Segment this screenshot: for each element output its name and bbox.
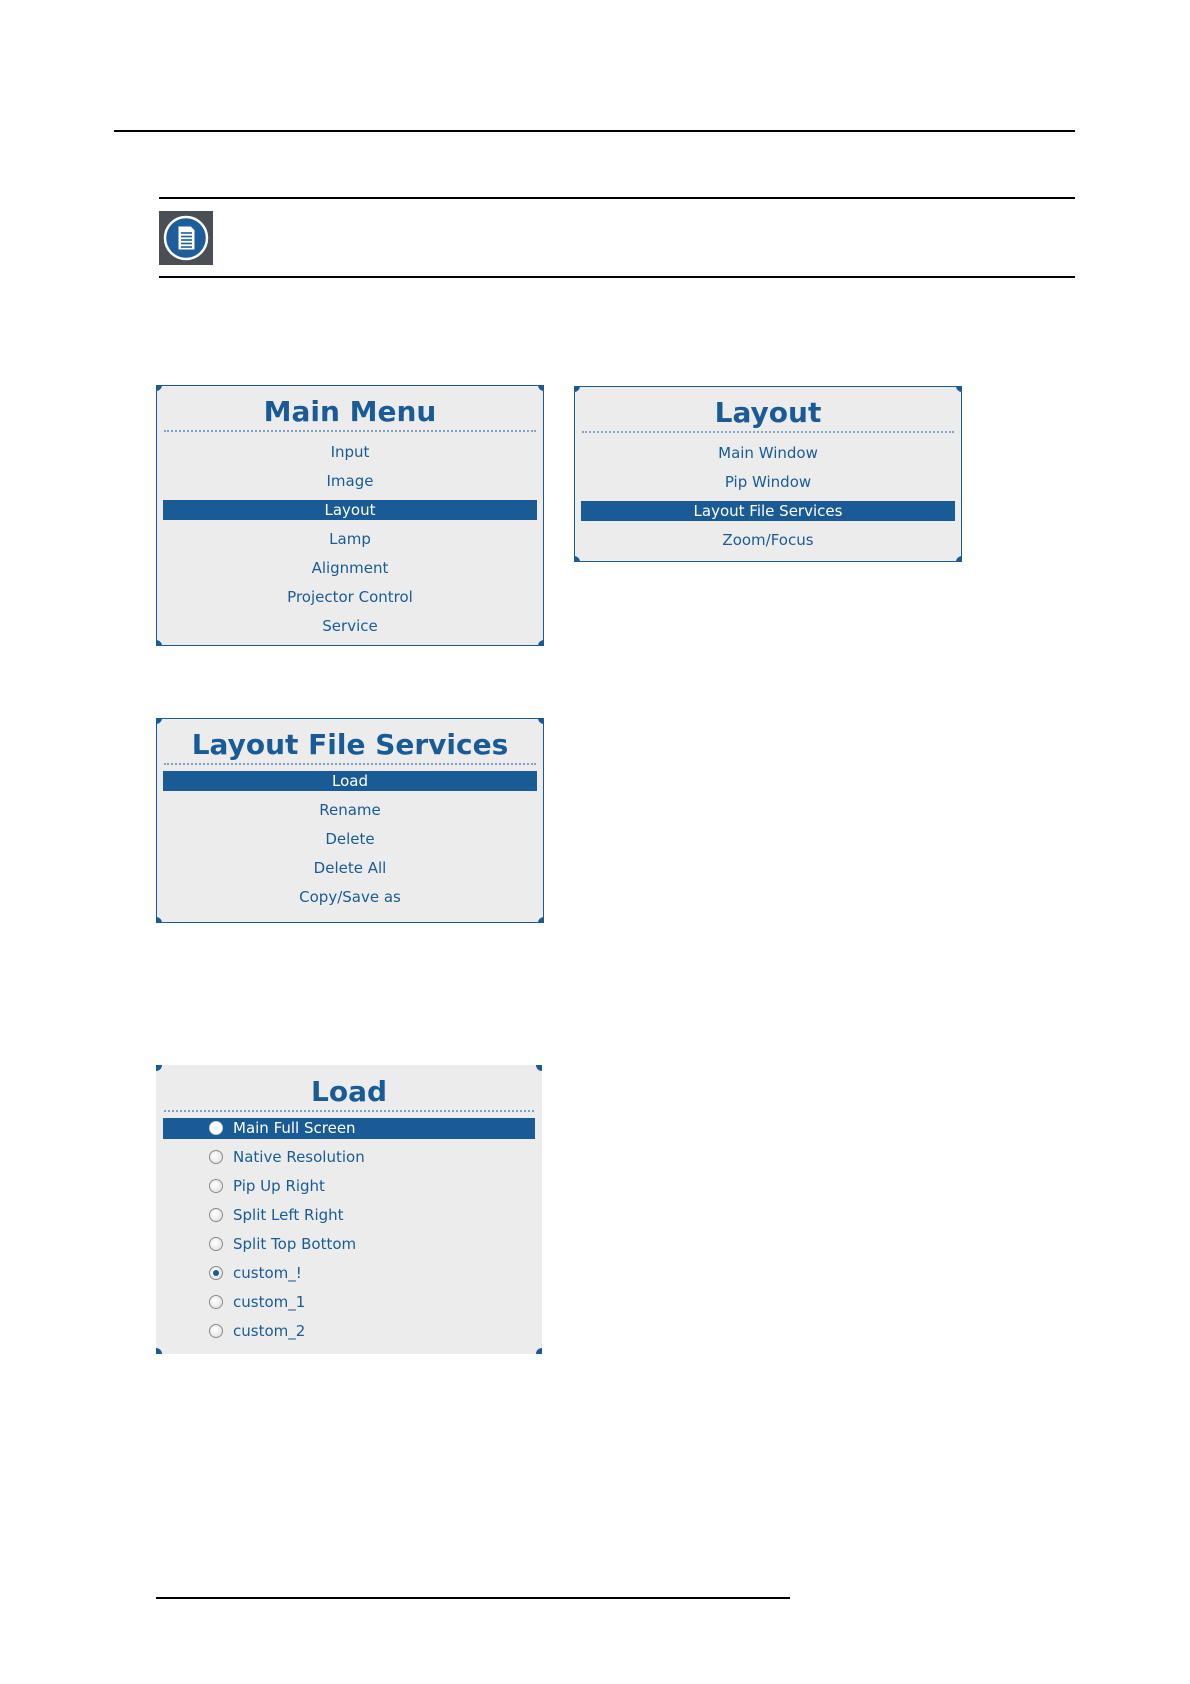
- main-menu-item-input[interactable]: Input: [330, 443, 370, 461]
- radio-unchecked-icon[interactable]: [209, 1121, 223, 1135]
- lfs-menu-item-delete[interactable]: Delete: [325, 830, 375, 848]
- load-option-label: Split Top Bottom: [233, 1235, 357, 1253]
- load-menu-separator: [164, 1110, 534, 1112]
- layout-menu-title: Layout: [714, 396, 822, 429]
- layout-file-services-menu-title: Layout File Services: [191, 728, 509, 761]
- lfs-menu-item-delete-all[interactable]: Delete All: [313, 859, 387, 877]
- main-menu-separator: [164, 430, 536, 432]
- lfs-menu-item-copy-save-as[interactable]: Copy/Save as: [299, 888, 401, 906]
- main-menu-item-projector-control[interactable]: Projector Control: [287, 588, 413, 606]
- radio-unchecked-icon[interactable]: [209, 1237, 223, 1251]
- layout-file-services-menu-separator: [164, 763, 536, 765]
- radio-unchecked-icon[interactable]: [209, 1324, 223, 1338]
- lfs-menu-item-load[interactable]: Load: [163, 771, 537, 791]
- load-option-label: Pip Up Right: [233, 1177, 325, 1195]
- load-option-label: Main Full Screen: [233, 1119, 356, 1137]
- load-menu-panel: [156, 1065, 542, 1354]
- note-top-rule: [159, 197, 1075, 199]
- load-option-pip-up-right[interactable]: [163, 1172, 535, 1201]
- main-menu-item-image[interactable]: Image: [326, 472, 374, 490]
- load-option-custom-1[interactable]: [163, 1288, 535, 1317]
- load-option-label: Split Left Right: [233, 1206, 344, 1224]
- layout-menu-panel: [574, 386, 962, 562]
- radio-checked-icon[interactable]: [209, 1266, 223, 1280]
- radio-unchecked-icon[interactable]: [209, 1179, 223, 1193]
- note-document-icon: [159, 211, 213, 265]
- main-menu-item-lamp[interactable]: Lamp: [329, 530, 371, 548]
- load-option-label: custom_2: [233, 1322, 306, 1340]
- note-bottom-rule: [159, 276, 1075, 278]
- load-option-custom-2[interactable]: [163, 1317, 535, 1346]
- load-option-label: custom_!: [233, 1264, 302, 1282]
- main-menu-panel: [156, 385, 544, 646]
- lfs-menu-item-rename[interactable]: Rename: [319, 801, 381, 819]
- main-menu-item-layout[interactable]: Layout: [163, 500, 537, 520]
- load-option-native-resolution[interactable]: [163, 1143, 535, 1172]
- radio-unchecked-icon[interactable]: [209, 1295, 223, 1309]
- layout-file-services-menu-panel: [156, 718, 544, 923]
- layout-menu-item-layout-file-services[interactable]: Layout File Services: [581, 501, 955, 521]
- load-option-label: Native Resolution: [233, 1148, 365, 1166]
- main-menu-item-alignment[interactable]: Alignment: [311, 559, 389, 577]
- main-menu-item-service[interactable]: Service: [322, 617, 378, 635]
- layout-menu-item-main-window[interactable]: Main Window: [718, 444, 818, 462]
- layout-menu-separator: [582, 431, 954, 433]
- load-menu-title: Load: [310, 1075, 387, 1108]
- load-option-split-left-right[interactable]: [163, 1201, 535, 1230]
- radio-unchecked-icon[interactable]: [209, 1208, 223, 1222]
- radio-unchecked-icon[interactable]: [209, 1150, 223, 1164]
- main-menu-title: Main Menu: [263, 395, 437, 428]
- load-option-main-full-screen[interactable]: [163, 1118, 535, 1139]
- load-option-custom-exclaim[interactable]: [163, 1259, 535, 1288]
- layout-menu-item-pip-window[interactable]: Pip Window: [724, 473, 812, 491]
- header-rule: [114, 130, 1075, 132]
- layout-menu-item-zoom-focus[interactable]: Zoom/Focus: [722, 531, 814, 549]
- load-option-split-top-bottom[interactable]: [163, 1230, 535, 1259]
- load-option-label: custom_1: [233, 1293, 306, 1311]
- footer-rule: [156, 1597, 790, 1599]
